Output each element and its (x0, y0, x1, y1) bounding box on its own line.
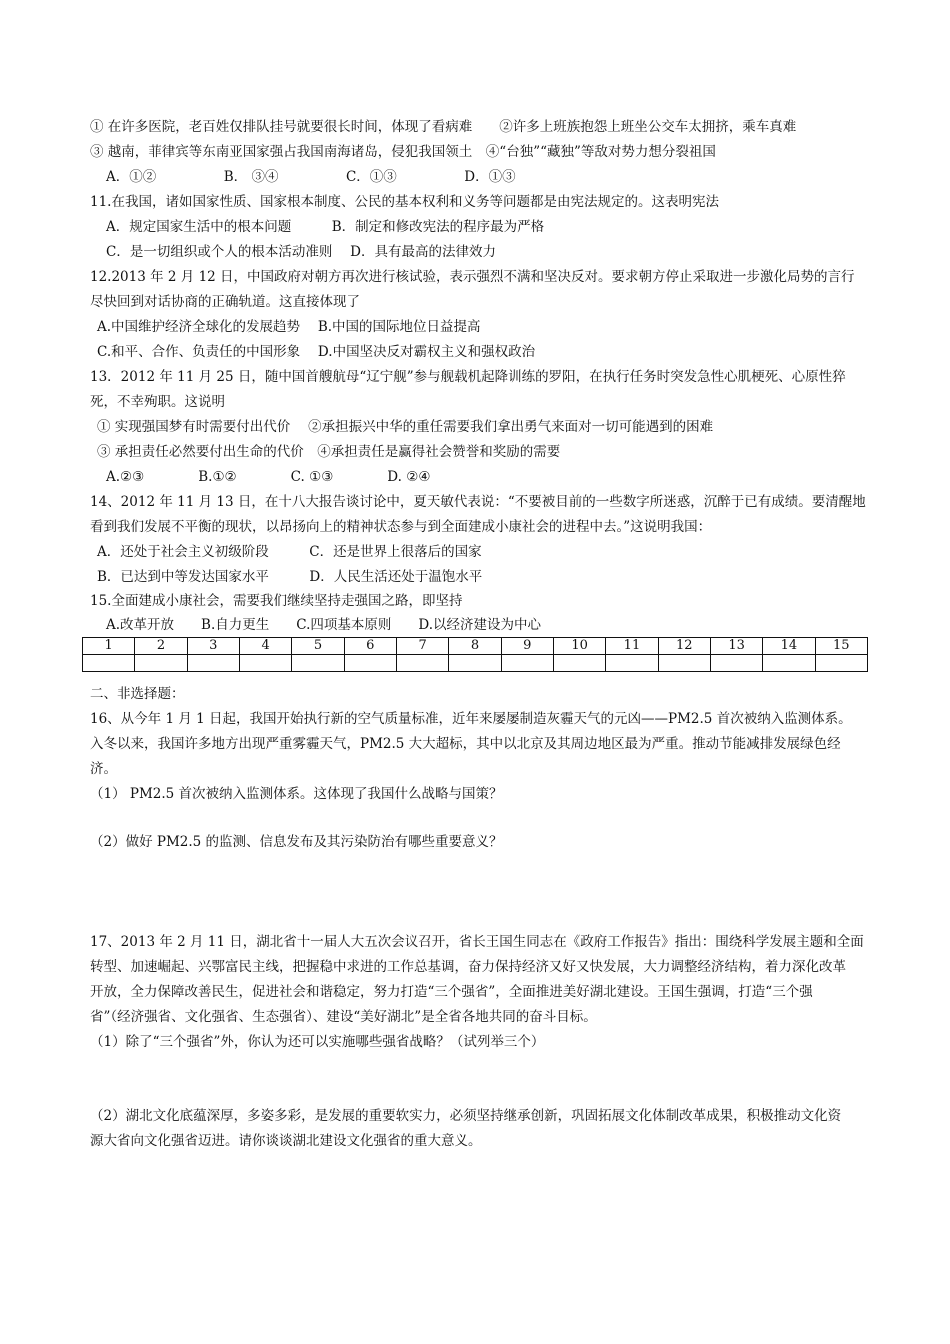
answer-number-cell: 13 (710, 638, 762, 655)
answer-blank-cell[interactable] (187, 655, 239, 672)
q16-para-line2: 入冬以来，我国许多地方出现严重雾霾天气，PM2.5 大大超标，其中以北京及其周边地区最为严重。推动节能减排发展绿色经 (90, 736, 841, 752)
answer-number-cell: 12 (658, 638, 710, 655)
answer-table-header-row (83, 638, 868, 655)
answer-blank-cell[interactable] (344, 655, 396, 672)
q11-options-cd: C．是一切组织或个人的根本活动准则 D．具有最高的法律效力 (106, 244, 496, 260)
q13-stem-line1: 13．2012 年 11 月 25 日，随中国首艘航母“辽宁舰”参与舰载机起降训练的罗阳，在执行任务时突发急性心肌梗死、心原性猝 (90, 369, 846, 385)
q16-sub2: （2）做好 PM2.5 的监测、信息发布及其污染防治有哪些重要意义？ (90, 834, 503, 850)
q17-sub2-line2: 源大省向文化强省迈进。请你谈谈湖北建设文化强省的重大意义。 (90, 1133, 482, 1149)
answer-blank-cell[interactable] (449, 655, 501, 672)
q13-stem-line2: 死，不幸殉职。这说明 (90, 394, 225, 410)
answer-table (82, 637, 868, 672)
q17-para-line1: 17、2013 年 2 月 11 日，湖北省十一届人大五次会议召开，省长王国生同志在《政府工作报告》指出：围绕科学发展主题和全面 (90, 934, 864, 950)
answer-number-cell: 1 (83, 638, 135, 655)
q15-stem: 15.全面建成小康社会，需要我们继续坚持走强国之路，即坚持 (90, 593, 463, 609)
answer-blank-cell[interactable] (606, 655, 658, 672)
answer-number-cell: 8 (449, 638, 501, 655)
answer-number-cell: 6 (344, 638, 396, 655)
q11-stem: 11.在我国，诸如国家性质、国家根本制度、公民的基本权利和义务等问题都是由宪法规定的。这表明宪法 (90, 194, 719, 210)
answer-blank-cell[interactable] (815, 655, 867, 672)
q14-options-bd: B．已达到中等发达国家水平 D．人民生活还处于温饱水平 (97, 569, 483, 585)
q10-line2: ③ 越南，菲律宾等东南亚国家强占我国南海诸岛，侵犯我国领土 ④“台独”“藏独”等敌对势力想分裂祖国 (90, 144, 716, 160)
answer-number-cell: 5 (292, 638, 344, 655)
answer-number-cell: 15 (815, 638, 867, 655)
q12-stem-line2: 尽快回到对话协商的正确轨道。这直接体现了 (90, 294, 360, 310)
q17-sub1: （1）除了“三个强省”外，你认为还可以实施哪些强省战略？（试列举三个） (90, 1034, 545, 1050)
answer-number-cell: 11 (606, 638, 658, 655)
q13-options: A.②③ B.①② C. ①③ D. ②④ (106, 469, 431, 485)
answer-blank-cell[interactable] (396, 655, 448, 672)
q10-options: A．①② B． ③④ C．①③ D．①③ (106, 169, 516, 185)
section2-title: 二、非选择题： (90, 686, 185, 702)
answer-blank-cell[interactable] (658, 655, 710, 672)
q15-options: A.改革开放 B.自力更生 C.四项基本原则 D.以经济建设为中心 (106, 617, 542, 633)
q12-options-ab: A.中国维护经济全球化的发展趋势 B.中国的国际地位日益提高 (97, 319, 481, 335)
q17-para-line3: 开放，全力保障改善民生，促进社会和谐稳定，努力打造“三个强省”，全面推进美好湖北建设。王国生强调，打造“三个强 (90, 984, 813, 1000)
q12-options-cd: C.和平、合作、负责任的中国形象 D.中国坚决反对霸权主义和强权政治 (97, 344, 536, 360)
q14-options-ac: A．还处于社会主义初级阶段 C．还是世界上很落后的国家 (97, 544, 482, 560)
q14-stem-line2: 看到我们发展不平衡的现状，以昂扬向上的精神状态参与到全面建成小康社会的进程中去。”这说明我国： (90, 519, 712, 535)
answer-blank-cell[interactable] (292, 655, 344, 672)
answer-blank-cell[interactable] (501, 655, 553, 672)
answer-number-cell: 3 (187, 638, 239, 655)
q17-para-line2: 转型、加速崛起、兴鄂富民主线，把握稳中求进的工作总基调，奋力保持经济又好又快发展，大力调整经济结构，着力深化改革 (90, 959, 846, 975)
answer-number-cell: 7 (396, 638, 448, 655)
q16-sub1: （1） PM2.5 首次被纳入监测体系。这体现了我国什么战略与国策？ (90, 786, 503, 802)
answer-blank-cell[interactable] (83, 655, 135, 672)
q16-para-line1: 16、从今年 1 月 1 日起，我国开始执行新的空气质量标准，近年来屡屡制造灰霾天气的元凶——PM2.5 首次被纳入监测体系。 (90, 711, 852, 727)
answer-number-cell: 4 (239, 638, 291, 655)
answer-blank-cell[interactable] (135, 655, 187, 672)
q13-items-34: ③ 承担责任必然要付出生命的代价 ④承担责任是赢得社会赞誉和奖励的需要 (97, 444, 561, 460)
answer-number-cell: 9 (501, 638, 553, 655)
answer-number-cell: 2 (135, 638, 187, 655)
answer-blank-cell[interactable] (763, 655, 815, 672)
answer-number-cell: 14 (763, 638, 815, 655)
answer-blank-cell[interactable] (553, 655, 605, 672)
q17-sub2-line1: （2）湖北文化底蕴深厚，多姿多彩，是发展的重要软实力，必须坚持继承创新，巩固拓展文化体制改革成果，积极推动文化资 (90, 1108, 842, 1124)
q10-line1: ① 在许多医院，老百姓仅排队挂号就要很长时间，体现了看病难 ②许多上班族抱怨上班坐公交车太拥挤，乘车真难 (90, 119, 797, 135)
q11-options-ab: A．规定国家生活中的根本问题 B．制定和修改宪法的程序最为严格 (106, 219, 545, 235)
answer-number-cell: 10 (553, 638, 605, 655)
answer-blank-cell[interactable] (710, 655, 762, 672)
q16-para-line3: 济。 (90, 761, 117, 777)
q14-stem-line1: 14、2012 年 11 月 13 日，在十八大报告谈讨论中，夏天敏代表说：“不要被目前的一些数字所迷惑，沉醉于已有成绩。要清醒地 (90, 494, 866, 510)
q13-items-12: ① 实现强国梦有时需要付出代价 ②承担振兴中华的重任需要我们拿出勇气来面对一切可能遇到的困难 (97, 419, 714, 435)
q17-para-line4: 省”（经济强省、文化强省、生态强省）、建设“美好湖北”是全省各地共同的奋斗目标。 (90, 1009, 597, 1025)
answer-table-blank-row (83, 655, 868, 672)
answer-blank-cell[interactable] (239, 655, 291, 672)
q12-stem-line1: 12.2013 年 2 月 12 日，中国政府对朝方再次进行核试验，表示强烈不满和坚决反对。要求朝方停止采取进一步激化局势的言行 (90, 269, 855, 285)
